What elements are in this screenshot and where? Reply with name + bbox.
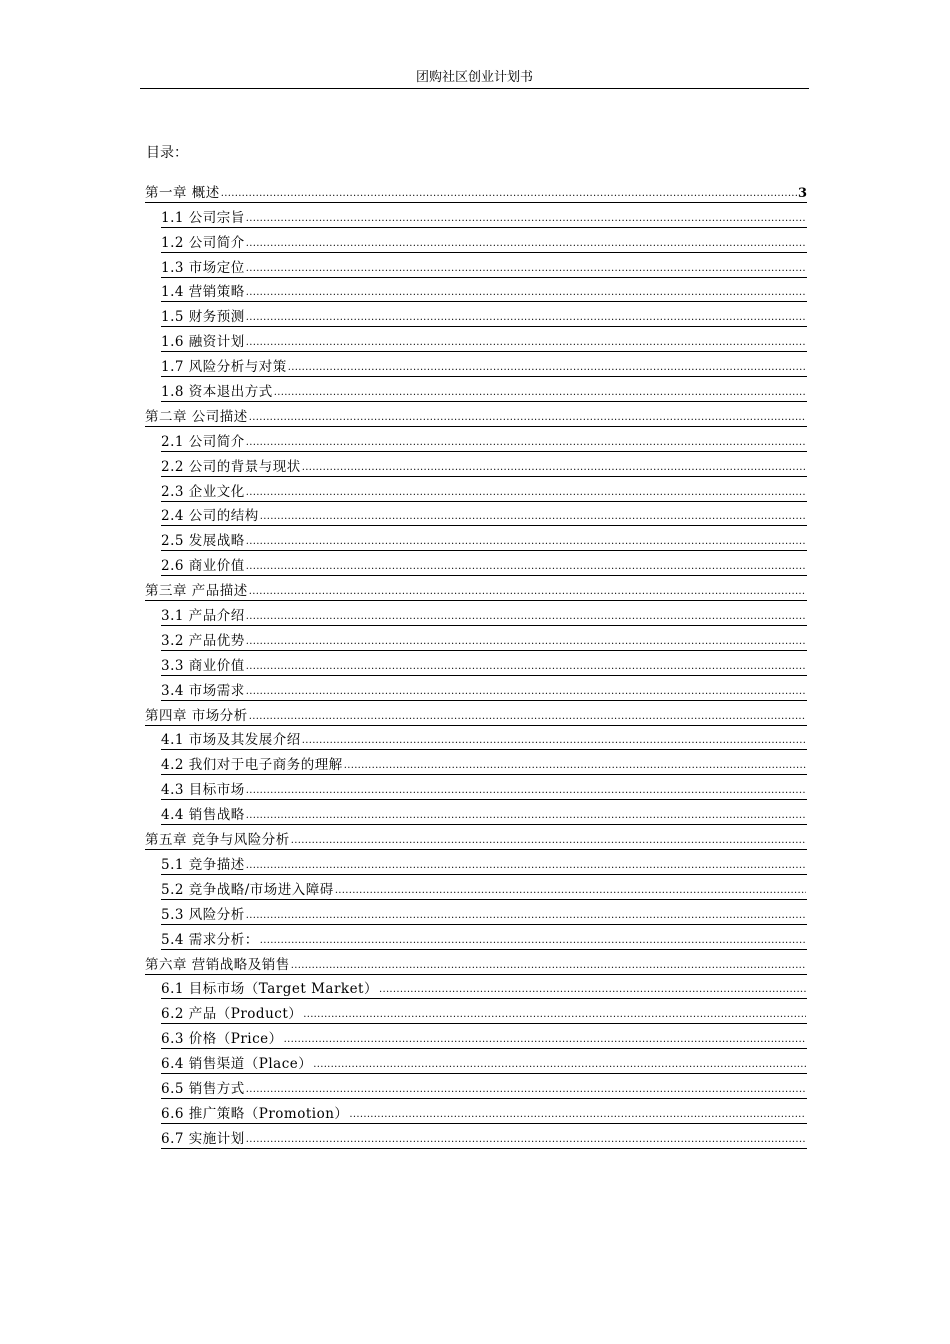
dot-leader (335, 886, 806, 896)
dot-leader (274, 388, 806, 398)
toc-entry-label: 6.5 销售方式 (161, 1080, 245, 1097)
toc-entry-label: 2.1 公司简介 (161, 433, 245, 450)
toc-entry-label: 第六章 营销战略及销售 (145, 956, 290, 973)
dot-leader (313, 1060, 806, 1070)
toc-section-link[interactable] (161, 427, 807, 452)
toc-entry-label: 6.3 价格（Price） (161, 1031, 283, 1048)
toc-section-link[interactable] (161, 228, 807, 253)
dot-leader (246, 612, 806, 622)
dot-leader (284, 1035, 806, 1045)
toc-section-link[interactable] (161, 477, 807, 502)
toc-section-link[interactable] (161, 800, 807, 825)
dot-leader (303, 1010, 806, 1020)
dot-leader (246, 811, 806, 821)
dot-leader (246, 911, 806, 921)
header-divider (140, 88, 809, 89)
toc-entry-label: 3.1 产品介绍 (161, 608, 245, 625)
toc-section-link[interactable] (161, 1074, 807, 1099)
toc-section-link[interactable] (161, 327, 807, 352)
toc-section-link[interactable] (161, 352, 807, 377)
toc-chapter-link[interactable] (145, 950, 807, 975)
toc-entry-label: 2.4 公司的结构 (161, 508, 259, 525)
dot-leader (246, 687, 806, 697)
toc-entry-label: 2.5 发展战略 (161, 533, 245, 550)
toc-entry-label: 6.4 销售渠道（Place） (161, 1056, 313, 1073)
toc-section-link[interactable] (161, 377, 807, 402)
toc-section-link[interactable] (161, 1049, 807, 1074)
toc-section-link[interactable] (161, 750, 807, 775)
toc-entry-label: 1.3 市场定位 (161, 259, 245, 276)
toc-section-link[interactable] (161, 601, 807, 626)
dot-leader (249, 413, 806, 423)
table-of-contents (145, 178, 807, 1149)
toc-entry-label: 5.4 需求分析： (161, 931, 259, 948)
toc-entry-label: 1.6 融资计划 (161, 334, 245, 351)
dot-leader (246, 264, 806, 274)
toc-section-link[interactable] (161, 1124, 807, 1149)
dot-leader (302, 463, 806, 473)
toc-entry-label: 2.3 企业文化 (161, 483, 245, 500)
toc-entry-label: 1.1 公司宗旨 (161, 209, 245, 226)
dot-leader (246, 239, 806, 249)
toc-chapter-link[interactable] (145, 825, 807, 850)
toc-entry-label: 1.7 风险分析与对策 (161, 359, 287, 376)
dot-leader (291, 961, 806, 971)
dot-leader (246, 786, 806, 796)
toc-entry-label: 3.3 商业价值 (161, 657, 245, 674)
toc-entry-label: 6.1 目标市场（Target Market） (161, 981, 378, 998)
toc-section-link[interactable] (161, 502, 807, 527)
toc-page-number: 3 (797, 185, 807, 201)
toc-entry-label: 4.1 市场及其发展介绍 (161, 732, 301, 749)
dot-leader (246, 562, 806, 572)
dot-leader (260, 512, 806, 522)
toc-section-link[interactable] (161, 203, 807, 228)
dot-leader (349, 1110, 806, 1120)
toc-section-link[interactable] (161, 726, 807, 751)
dot-leader (344, 761, 806, 771)
dot-leader (246, 662, 806, 672)
dot-leader (246, 488, 806, 498)
toc-entry-label: 第二章 公司描述 (145, 408, 248, 425)
toc-section-link[interactable] (161, 278, 807, 303)
toc-chapter-link[interactable] (145, 402, 807, 427)
toc-entry-label: 第一章 概述 (145, 184, 220, 201)
dot-leader (379, 985, 806, 995)
toc-section-link[interactable] (161, 302, 807, 327)
toc-entry-label: 第四章 市场分析 (145, 707, 248, 724)
toc-section-link[interactable] (161, 850, 807, 875)
dot-leader (246, 637, 806, 647)
toc-entry-label: 3.4 市场需求 (161, 682, 245, 699)
dot-leader (249, 587, 806, 597)
toc-chapter-link[interactable] (145, 178, 807, 203)
toc-entry-label: 4.3 目标市场 (161, 782, 245, 799)
toc-section-link[interactable] (161, 452, 807, 477)
page-header: 团购社区创业计划书 (415, 70, 533, 85)
dot-leader (246, 438, 806, 448)
toc-entry-label: 6.2 产品（Product） (161, 1006, 303, 1023)
toc-section-link[interactable] (161, 900, 807, 925)
toc-entry-label: 6.6 推广策略（Promotion） (161, 1105, 349, 1122)
toc-section-link[interactable] (161, 1099, 807, 1124)
dot-leader (246, 313, 806, 323)
dot-leader (246, 861, 806, 871)
toc-chapter-link[interactable] (145, 701, 807, 726)
dot-leader (302, 736, 806, 746)
toc-entry-label: 4.4 销售战略 (161, 807, 245, 824)
dot-leader (246, 214, 806, 224)
toc-title: 目录： (146, 145, 188, 161)
toc-entry-label: 1.8 资本退出方式 (161, 384, 273, 401)
toc-entry-label: 4.2 我们对于电子商务的理解 (161, 757, 343, 774)
toc-entry-label: 1.5 财务预测 (161, 309, 245, 326)
dot-leader (246, 1085, 806, 1095)
toc-entry-label: 第三章 产品描述 (145, 583, 248, 600)
dot-leader (246, 288, 806, 298)
toc-entry-label: 1.4 营销策略 (161, 284, 245, 301)
toc-entry-label: 3.2 产品优势 (161, 632, 245, 649)
toc-section-link[interactable] (161, 875, 807, 900)
dot-leader (221, 189, 797, 199)
toc-entry-label: 2.2 公司的背景与现状 (161, 458, 301, 475)
dot-leader (246, 537, 806, 547)
dot-leader (260, 936, 806, 946)
toc-entry-label: 第五章 竞争与风险分析 (145, 832, 290, 849)
toc-section-link[interactable] (161, 925, 807, 950)
toc-chapter-link[interactable] (145, 576, 807, 601)
toc-section-link[interactable] (161, 626, 807, 651)
toc-section-link[interactable] (161, 999, 807, 1024)
dot-leader (246, 338, 806, 348)
toc-entry-label: 5.2 竞争战略/市场进入障碍 (161, 881, 334, 898)
dot-leader (288, 363, 806, 373)
toc-section-link[interactable] (161, 651, 807, 676)
toc-section-link[interactable] (161, 551, 807, 576)
dot-leader (249, 712, 806, 722)
toc-section-link[interactable] (161, 975, 807, 1000)
toc-section-link[interactable] (161, 1024, 807, 1049)
toc-entry-label: 1.2 公司简介 (161, 234, 245, 251)
toc-entry-label: 2.6 商业价值 (161, 558, 245, 575)
toc-section-link[interactable] (161, 775, 807, 800)
toc-section-link[interactable] (161, 676, 807, 701)
toc-entry-label: 6.7 实施计划 (161, 1130, 245, 1147)
toc-section-link[interactable] (161, 526, 807, 551)
dot-leader (246, 1135, 806, 1145)
toc-section-link[interactable] (161, 253, 807, 278)
dot-leader (291, 836, 806, 846)
toc-entry-label: 5.1 竞争描述 (161, 856, 245, 873)
toc-entry-label: 5.3 风险分析 (161, 906, 245, 923)
